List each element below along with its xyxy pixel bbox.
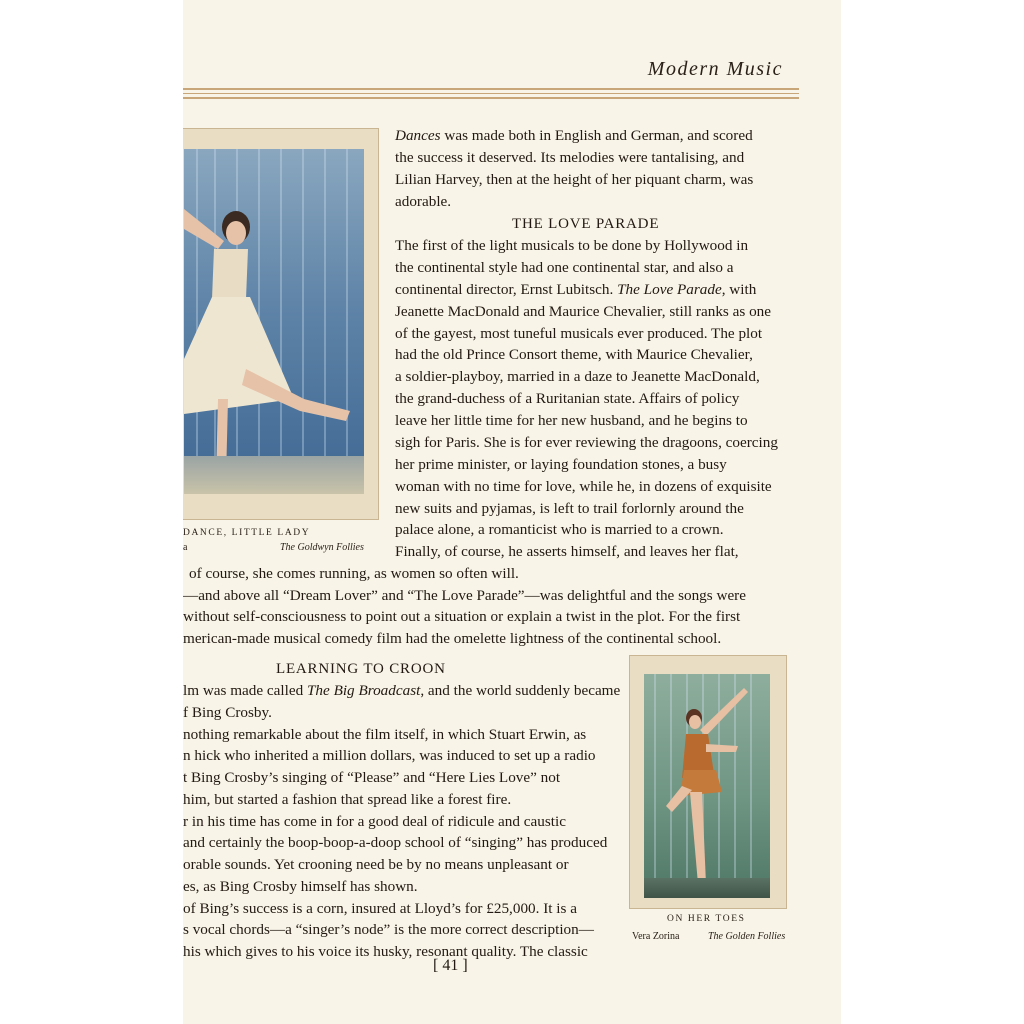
text-line: leave her little time for her new husband, and he begins to bbox=[395, 412, 748, 429]
right-margin bbox=[841, 0, 1024, 1024]
text-line: a soldier-playboy, married in a daze to Jeanette MacDonald, bbox=[395, 368, 760, 385]
page-number: [ 41 ] bbox=[433, 957, 468, 974]
text-line: continental director, Ernst Lubitsch. The Love Parade, with bbox=[395, 281, 757, 298]
header-rule bbox=[183, 97, 799, 99]
text-line: lm was made called The Big Broadcast, and the world suddenly became bbox=[183, 682, 621, 699]
text-line: Finally, of course, he asserts himself, and leaves her flat, bbox=[395, 543, 739, 560]
text-line: f Bing Crosby. bbox=[183, 704, 272, 721]
text-line: nothing remarkable about the film itself, in which Stuart Erwin, as bbox=[183, 726, 587, 743]
photo-image bbox=[644, 674, 770, 898]
text-line: n hick who inherited a million dollars, was induced to set up a radio bbox=[183, 747, 596, 764]
ballerina-figure-icon bbox=[644, 674, 770, 898]
photo-on-her-toes bbox=[629, 655, 787, 909]
text-line: es, as Bing Crosby himself has shown. bbox=[183, 878, 418, 895]
text-line: him, but started a fashion that spread like a forest fire. bbox=[183, 791, 512, 808]
left-photo-title: DANCE, LITTLE LADY bbox=[183, 528, 311, 538]
text-line: the continental style had one continental star, and also a bbox=[395, 259, 734, 276]
section-heading-love-parade: THE LOVE PARADE bbox=[512, 216, 660, 232]
photo-dance-little-lady bbox=[183, 128, 379, 520]
text-line: woman with no time for love, while he, in dozens of exquisite bbox=[395, 478, 772, 495]
text-line: Dances was made both in English and German, and scored bbox=[395, 127, 753, 144]
text-line: the grand-duchess of a Ruritanian state. Affairs of policy bbox=[395, 390, 740, 407]
text-line: adorable. bbox=[395, 193, 452, 210]
text-line: s vocal chords—a “singer’s node” is the more correct description— bbox=[183, 921, 594, 938]
text-line: his which gives to his voice its husky, resonant quality. The classic bbox=[183, 943, 588, 960]
text-line: merican-made musical comedy film had the omelette lightness of the continental school. bbox=[183, 630, 722, 647]
text-line: r in his time has come in for a good deal of ridicule and caustic bbox=[183, 813, 566, 830]
text-line: Jeanette MacDonald and Maurice Chevalier, still ranks as one bbox=[395, 303, 771, 320]
text-line: the success it deserved. Its melodies were tantalising, and bbox=[395, 149, 745, 166]
text-line: palace alone, a romanticist who is married to a crown. bbox=[395, 521, 724, 538]
text-line: and certainly the boop-boop-a-doop school of “singing” has produced bbox=[183, 834, 608, 851]
text-line: new suits and pyjamas, is left to trail forlornly around the bbox=[395, 500, 744, 517]
text-line: orable sounds. Yet crooning need be by no means unpleasant or bbox=[183, 856, 569, 873]
right-photo-title: ON HER TOES bbox=[667, 914, 746, 924]
text-line: Lilian Harvey, then at the height of her piquant charm, was bbox=[395, 171, 754, 188]
text-line: her prime minister, or laying foundation stones, a busy bbox=[395, 456, 727, 473]
left-photo-film: The Goldwyn Follies bbox=[280, 542, 364, 553]
dancer-figure-icon bbox=[184, 149, 364, 494]
text-line: of Bing’s success is a corn, insured at Lloyd’s for £25,000. It is a bbox=[183, 900, 577, 917]
left-margin bbox=[0, 0, 183, 1024]
section-heading-learning-to-croon: LEARNING TO CROON bbox=[276, 661, 446, 677]
right-photo-performer: Vera Zorina bbox=[632, 931, 680, 942]
book-page bbox=[183, 0, 841, 1024]
text-line: The first of the light musicals to be done by Hollywood in bbox=[395, 237, 749, 254]
text-line: had the old Prince Consort theme, with Maurice Chevalier, bbox=[395, 346, 753, 363]
left-photo-prefix: a bbox=[183, 542, 188, 553]
text-line: without self-consciousness to point out a situation or explain a twist in the plot. For the first bbox=[183, 608, 741, 625]
running-head: Modern Music bbox=[647, 58, 783, 80]
text-line: of course, she comes running, as women so often will. bbox=[189, 565, 519, 582]
text-line: —and above all “Dream Lover” and “The Love Parade”—was delightful and the songs were bbox=[183, 587, 746, 604]
right-photo-film: The Golden Follies bbox=[708, 931, 786, 942]
header-rule bbox=[183, 88, 799, 90]
text-line: sigh for Paris. She is for ever reviewing the dragoons, coercing bbox=[395, 434, 778, 451]
text-line: of the gayest, most tuneful musicals ever produced. The plot bbox=[395, 325, 763, 342]
photo-image bbox=[184, 149, 364, 494]
text-line: t Bing Crosby’s singing of “Please” and “Here Lies Love” not bbox=[183, 769, 561, 786]
header-rule bbox=[183, 93, 799, 94]
